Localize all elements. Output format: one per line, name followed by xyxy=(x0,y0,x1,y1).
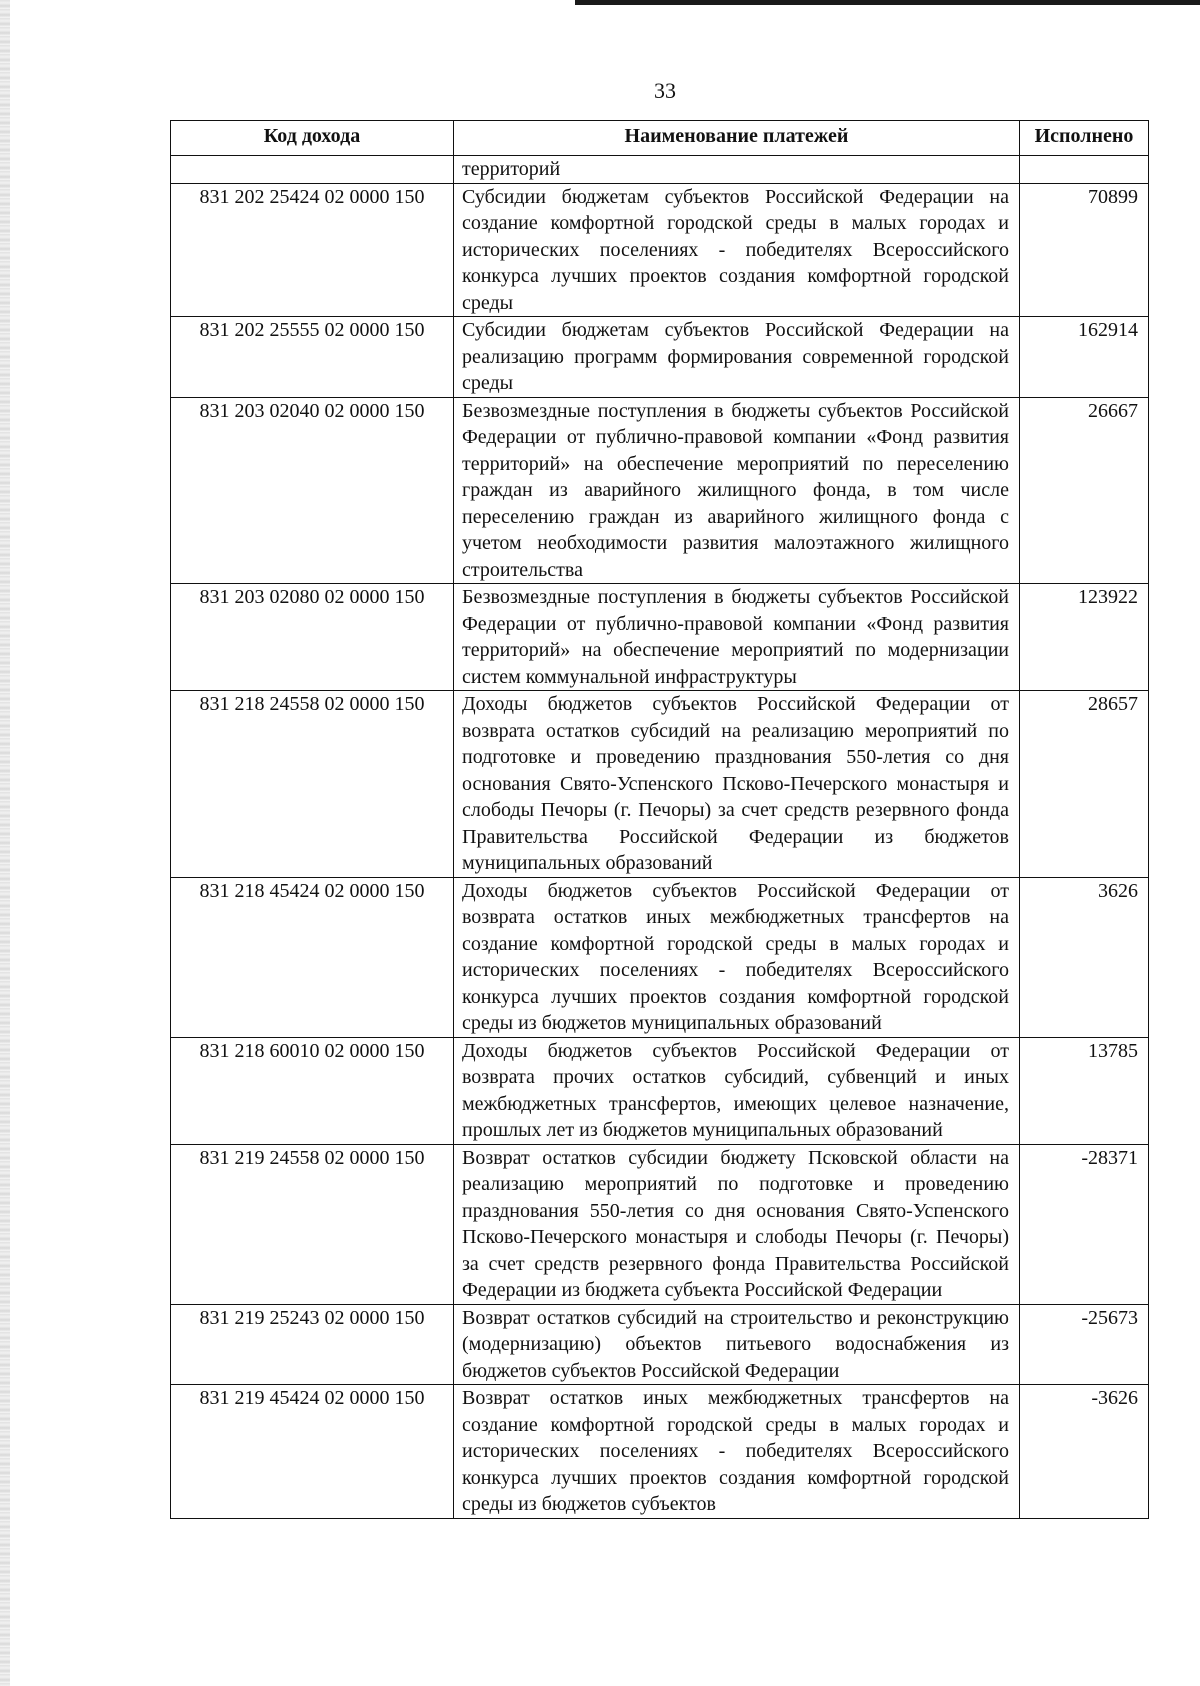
header-executed: Исполнено xyxy=(1020,121,1149,156)
table-row xyxy=(171,397,1149,584)
cell-executed: 3626 xyxy=(1020,877,1149,1037)
table-row xyxy=(171,691,1149,878)
cell-name: Субсидии бюджетам субъектов Российской Федерации на создание комфортной городской среды в малых городах и исторических поселениях - победителях Всероссийского конкурса лучших проектов создания комфортной городской среды xyxy=(454,183,1020,317)
cell-name: Возврат остатков субсидии бюджету Псковской области на реализацию мероприятий по подготовке и проведению празднования 550-летия со дня основания Свято-Успенского Псково-Печерского монастыря и слободы Печоры (г. Печоры) за счет средств резервного фонда Правительства Российской Федерации из бюджета субъекта Российской Федерации xyxy=(454,1144,1020,1304)
revenue-table xyxy=(170,120,1149,1519)
cell-name: Возврат остатков иных межбюджетных трансфертов на создание комфортной городской среды в малых городах и исторических поселениях - победителях Всероссийского конкурса лучших проектов создания комфортной городской среды из бюджетов субъектов xyxy=(454,1385,1020,1519)
cell-code: 831 219 25243 02 0000 150 xyxy=(171,1304,454,1385)
table-row xyxy=(171,584,1149,691)
cell-code: 831 203 02040 02 0000 150 xyxy=(171,397,454,584)
table-row xyxy=(171,1304,1149,1385)
cell-name: Доходы бюджетов субъектов Российской Федерации от возврата остатков иных межбюджетных трансфертов на создание комфортной городской среды в малых городах и исторических поселениях - победителях Всероссийского конкурса лучших проектов создания комфортной городской среды из бюджетов муниципальных образований xyxy=(454,877,1020,1037)
cell-code: 831 202 25424 02 0000 150 xyxy=(171,183,454,317)
cell-name: Доходы бюджетов субъектов Российской Федерации от возврата прочих остатков субсидий, субвенций и иных межбюджетных трансфертов, имеющих целевое назначение, прошлых лет из бюджетов муниципальных образований xyxy=(454,1037,1020,1144)
cell-code: 831 219 24558 02 0000 150 xyxy=(171,1144,454,1304)
cell-executed: 123922 xyxy=(1020,584,1149,691)
page-number: 33 xyxy=(654,78,676,103)
cell-executed: 13785 xyxy=(1020,1037,1149,1144)
header-code: Код дохода xyxy=(171,121,454,156)
cell-name: Безвозмездные поступления в бюджеты субъектов Российской Федерации от публично-правовой компании «Фонд развития территорий» на обеспечение мероприятий по переселению граждан из аварийного жилищного фонда, в том числе переселению граждан из аварийного жилищного фонда с учетом необходимости развития малоэтажного жилищного строительства xyxy=(454,397,1020,584)
cell-code: 831 219 45424 02 0000 150 xyxy=(171,1385,454,1519)
cell-name: Субсидии бюджетам субъектов Российской Федерации на реализацию программ формирования современной городской среды xyxy=(454,317,1020,398)
cell-code: 831 218 24558 02 0000 150 xyxy=(171,691,454,878)
cell-executed: 28657 xyxy=(1020,691,1149,878)
cell-name: Безвозмездные поступления в бюджеты субъектов Российской Федерации от публично-правовой компании «Фонд развития территорий» на обеспечение мероприятий по модернизации систем коммунальной инфраструктуры xyxy=(454,584,1020,691)
table-row xyxy=(171,1037,1149,1144)
cell-executed: -28371 xyxy=(1020,1144,1149,1304)
cell-name: территорий xyxy=(454,156,1020,184)
header-name: Наименование платежей xyxy=(454,121,1020,156)
cell-code: 831 203 02080 02 0000 150 xyxy=(171,584,454,691)
scan-edge-top xyxy=(575,0,1200,5)
table-row xyxy=(171,1144,1149,1304)
cell-name: Доходы бюджетов субъектов Российской Федерации от возврата остатков субсидий на реализацию мероприятий по подготовке и проведению празднования 550-летия со дня основания Свято-Успенского Псково-Печерского монастыря и слободы Печоры (г. Печоры) за счет средств резервного фонда Правительства Российской Федерации из бюджетов муниципальных образований xyxy=(454,691,1020,878)
cell-code: 831 202 25555 02 0000 150 xyxy=(171,317,454,398)
table-row xyxy=(171,877,1149,1037)
scan-edge-left xyxy=(0,0,10,1686)
cell-executed: 70899 xyxy=(1020,183,1149,317)
table-row xyxy=(171,183,1149,317)
cell-executed: 26667 xyxy=(1020,397,1149,584)
table-row xyxy=(171,317,1149,398)
table-row-continuation xyxy=(171,156,1149,184)
cell-code: 831 218 45424 02 0000 150 xyxy=(171,877,454,1037)
table-row xyxy=(171,1385,1149,1519)
cell-executed: -25673 xyxy=(1020,1304,1149,1385)
cell-executed: -3626 xyxy=(1020,1385,1149,1519)
cell-executed: 162914 xyxy=(1020,317,1149,398)
cell-code xyxy=(171,156,454,184)
table-header-row xyxy=(171,121,1149,156)
cell-name: Возврат остатков субсидий на строительство и реконструкцию (модернизацию) объектов питьевого водоснабжения из бюджетов субъектов Российской Федерации xyxy=(454,1304,1020,1385)
cell-executed xyxy=(1020,156,1149,184)
cell-code: 831 218 60010 02 0000 150 xyxy=(171,1037,454,1144)
